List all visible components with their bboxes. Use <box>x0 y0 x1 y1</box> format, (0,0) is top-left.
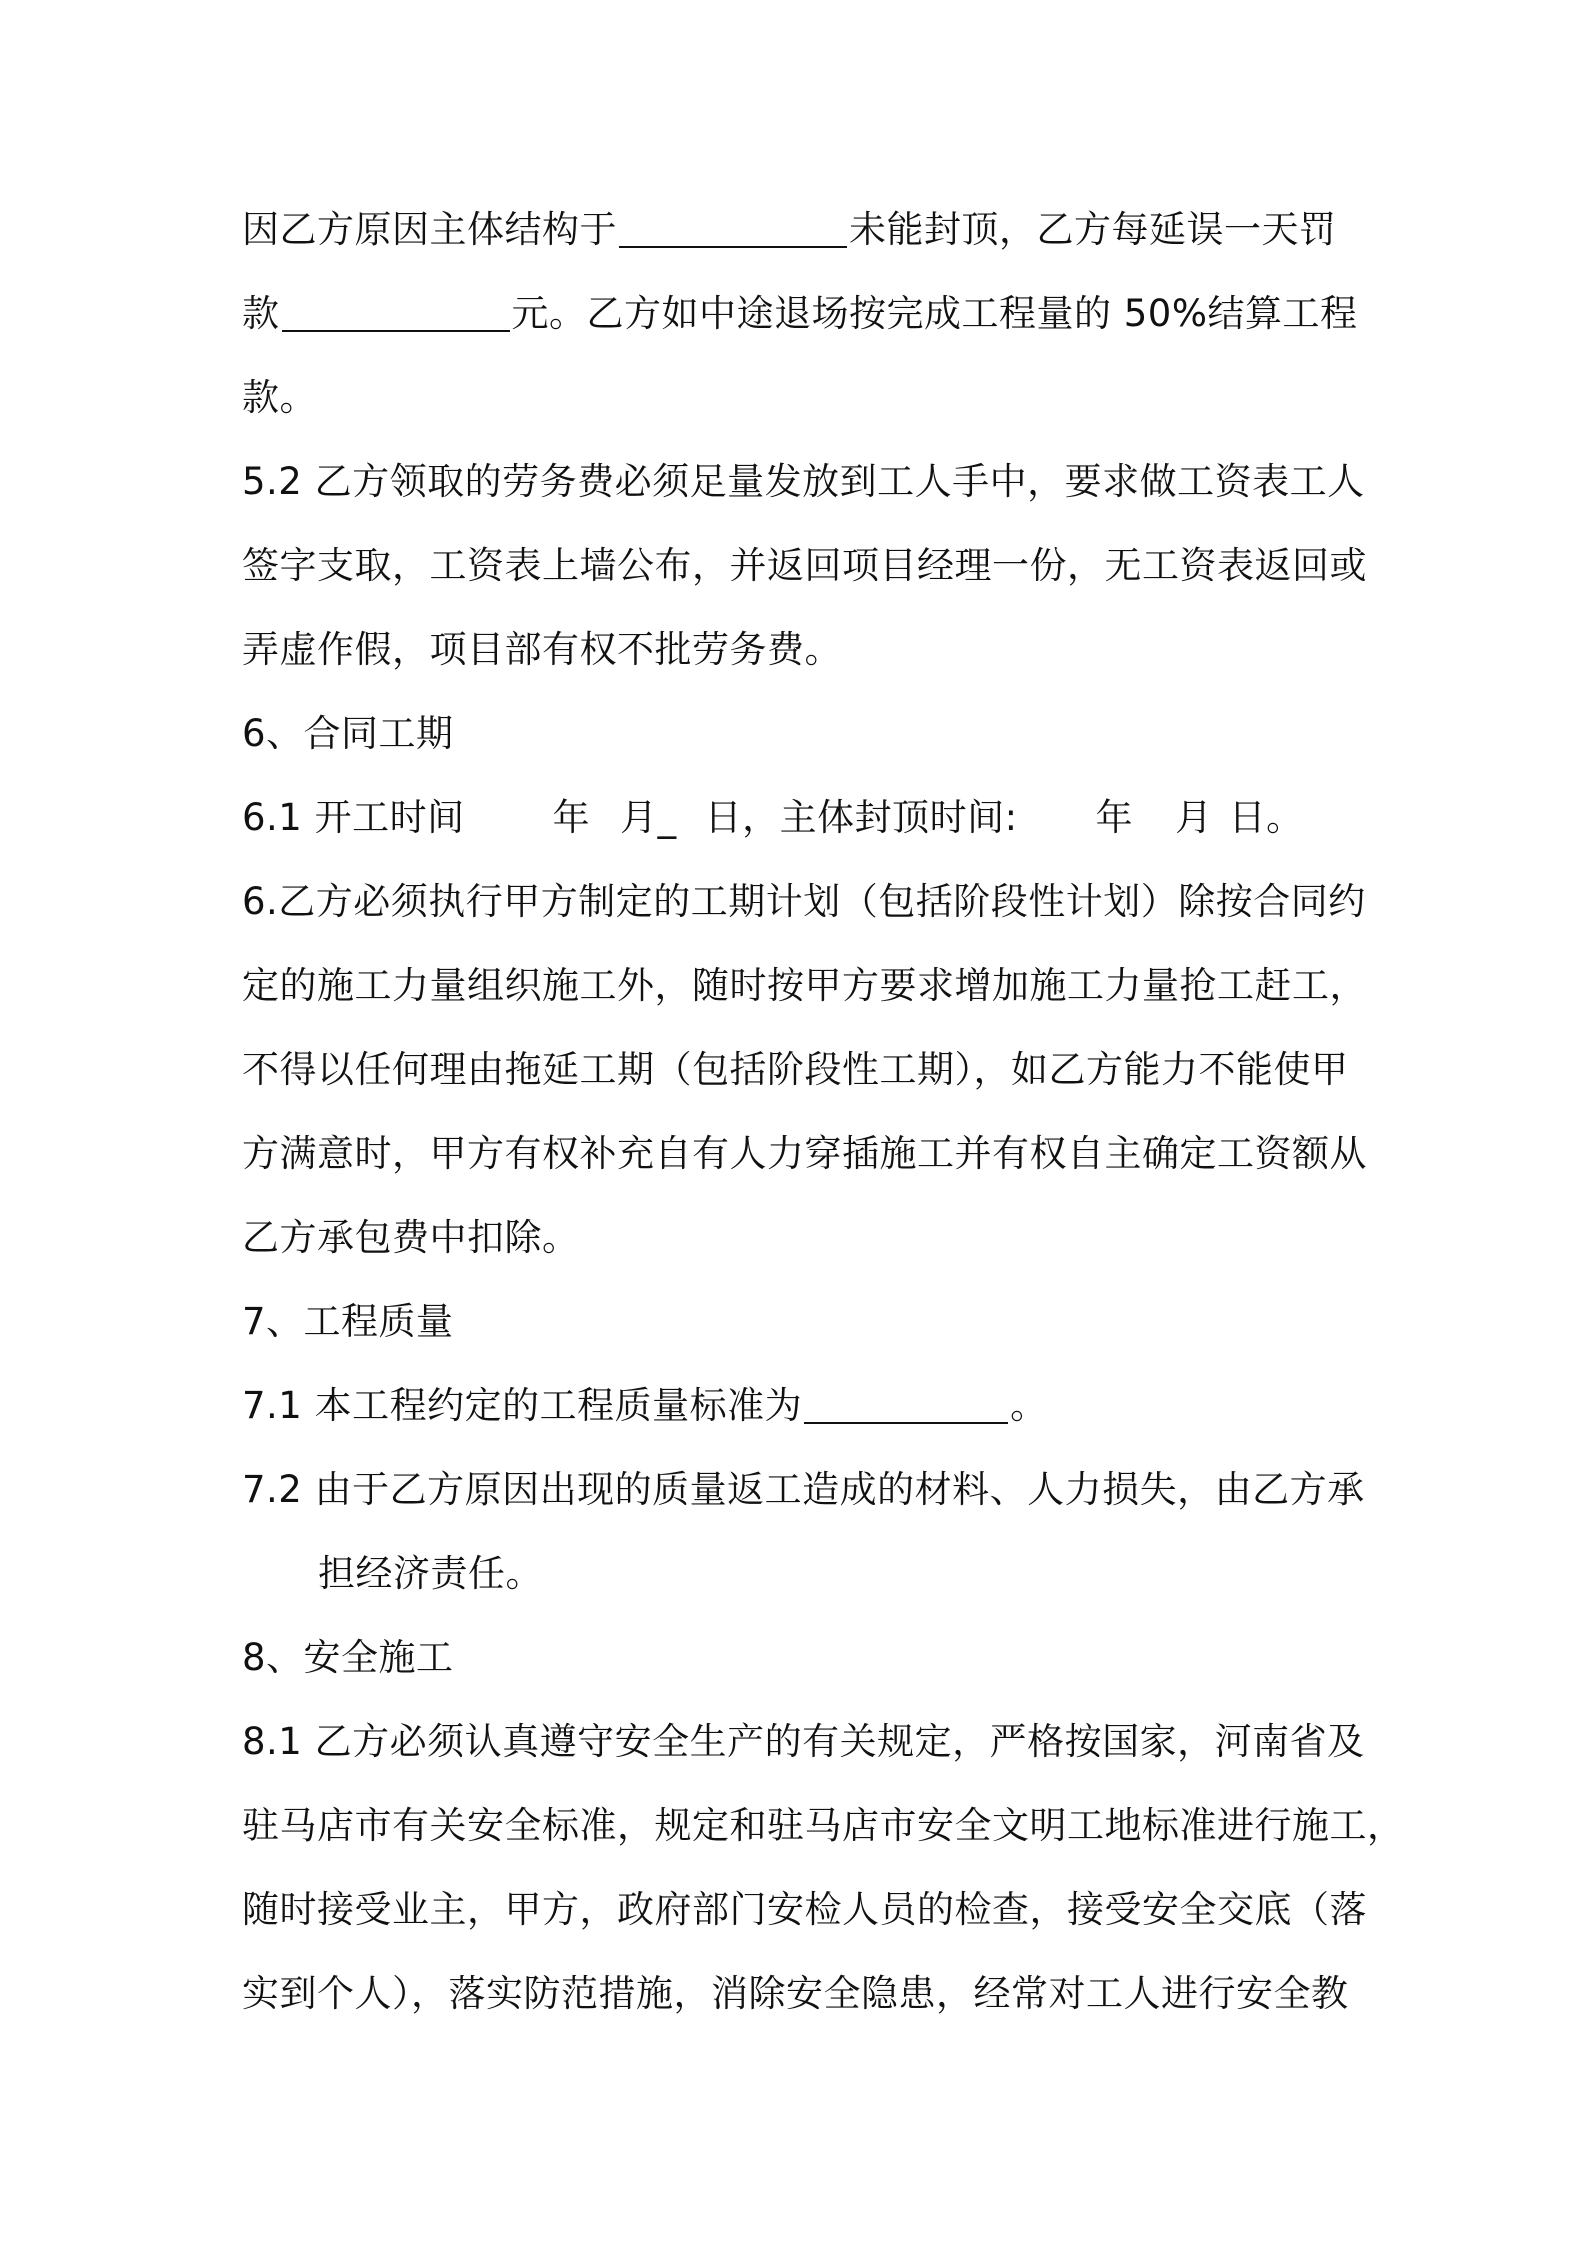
text-line <box>242 290 1358 338</box>
text-line: 担经济责任。 <box>318 1552 543 1595</box>
text-line: 驻马店市有关安全标准，规定和驻马店市安全文明工地标准进行施工， <box>242 1804 1405 1847</box>
text-line <box>242 206 1337 254</box>
text-line: 款。 <box>242 376 317 419</box>
section-heading: 8、安全施工 <box>242 1636 454 1679</box>
text-segment: 年 <box>552 796 591 839</box>
text-line: 7.2 由于乙方原因出现的质量返工造成的材料、人力损失，由乙方承 <box>242 1468 1365 1511</box>
fill-in-blank <box>282 290 510 332</box>
text-line: 方满意时，甲方有权补充自有人力穿插施工并有权自主确定工资额从 <box>242 1132 1367 1175</box>
text-line: 乙方承包费中扣除。 <box>242 1216 580 1259</box>
text-segment: 月 <box>1175 796 1213 839</box>
section-heading: 6、合同工期 <box>242 712 454 755</box>
text-segment: 日，主体封顶时间: <box>704 796 1018 839</box>
text-segment: 款 <box>242 292 280 335</box>
text-line: 6.乙方必须执行甲方制定的工期计划（包括阶段性计划）除按合同约 <box>242 880 1366 923</box>
text-segment: 6.1 开工时间 <box>242 796 465 839</box>
text-segment: 未能封顶，乙方每延误一天罚 <box>849 208 1337 251</box>
fill-in-blank <box>804 1382 1008 1424</box>
section-heading: 7、工程质量 <box>242 1300 454 1343</box>
text-segment: 元。乙方如中途退场按完成工程量的 50%结算工程 <box>511 292 1358 335</box>
text-segment: 月_ <box>620 796 677 839</box>
text-segment: 因乙方原因主体结构于 <box>242 208 617 251</box>
text-line: 8.1 乙方必须认真遵守安全生产的有关规定，严格按国家，河南省及 <box>242 1720 1365 1763</box>
text-line <box>242 794 1304 842</box>
text-line: 不得以任何理由拖延工期（包括阶段性工期），如乙方能力不能使甲 <box>242 1048 1349 1091</box>
text-segment: 年 <box>1095 796 1134 839</box>
text-line <box>242 1382 1048 1430</box>
text-segment: 。 <box>1010 1384 1048 1427</box>
text-line: 弄虚作假，项目部有权不批劳务费。 <box>242 628 842 671</box>
text-segment: 日。 <box>1228 796 1304 839</box>
text-line: 定的施工力量组织施工外，随时按甲方要求增加施工力量抢工赶工， <box>242 964 1367 1007</box>
text-line: 随时接受业主，甲方，政府部门安检人员的检查，接受安全交底（落 <box>242 1888 1367 1931</box>
fill-in-blank <box>619 206 847 248</box>
text-line: 5.2 乙方领取的劳务费必须足量发放到工人手中，要求做工资表工人 <box>242 460 1365 503</box>
text-line: 签字支取，工资表上墙公布，并返回项目经理一份，无工资表返回或 <box>242 544 1367 587</box>
text-segment: 7.1 本工程约定的工程质量标准为 <box>242 1384 803 1427</box>
text-line: 实到个人），落实防范措施，消除安全隐患，经常对工人进行安全教 <box>242 1972 1349 2015</box>
